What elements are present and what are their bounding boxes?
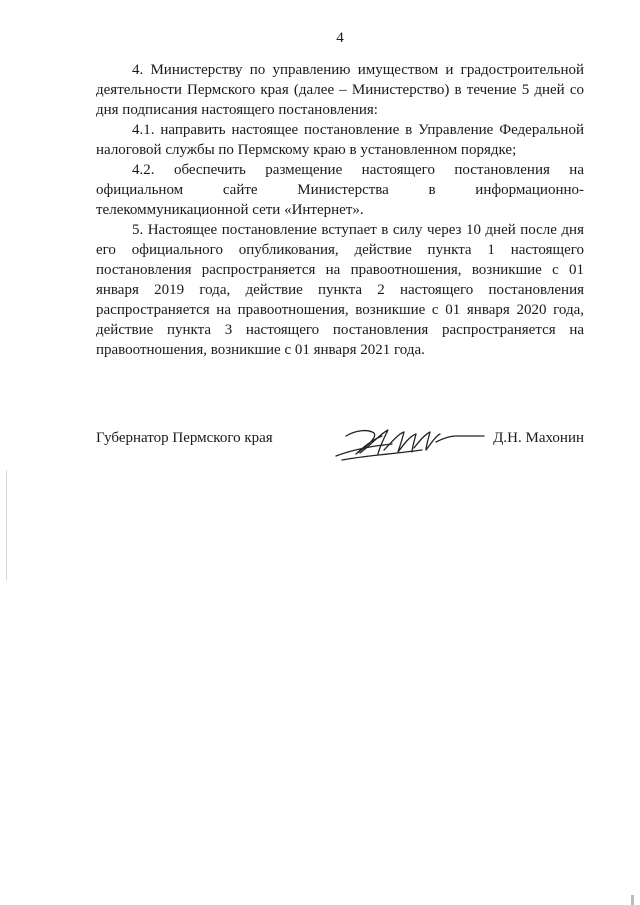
signatory-title: Губернатор Пермского края <box>96 430 273 446</box>
paragraph-5: 5. Настоящее постановление вступает в силу через 10 дней после дня его официального опубликования, действие пункта 1 настоящего постановления распространяется на правоотношения, возникшие с 01 января 2019 года, действие пункта 2 настоящего постановления распространяется на правоотношения, возникшие с 01 января 2020 года, действие пункта 3 настоящего постановления распространяется на правоотношения, возникшие с 01 января 2021 года. <box>96 222 584 358</box>
document-body <box>96 60 584 360</box>
paragraph-4: 4. Министерству по управлению имуществом и градостроительной деятельности Пермского края (далее – Министерство) в течение 5 дней со дня подписания настоящего постановления: <box>96 62 584 118</box>
signature-block <box>96 426 584 466</box>
paragraph-4-2: 4.2. обеспечить размещение настоящего постановления на официальном сайте Министерства в информационно-телекоммуникационной сети «Интернет». <box>96 162 584 218</box>
handwritten-signature <box>332 420 488 464</box>
paragraph-4-1: 4.1. направить настоящее постановление в Управление Федеральной налоговой службы по Пермскому краю в установленном порядке; <box>96 122 584 158</box>
signatory-name: Д.Н. Махонин <box>493 430 584 446</box>
page-number: 4 <box>336 30 344 46</box>
scan-edge-mark <box>6 470 7 580</box>
scan-corner-mark <box>631 895 634 905</box>
